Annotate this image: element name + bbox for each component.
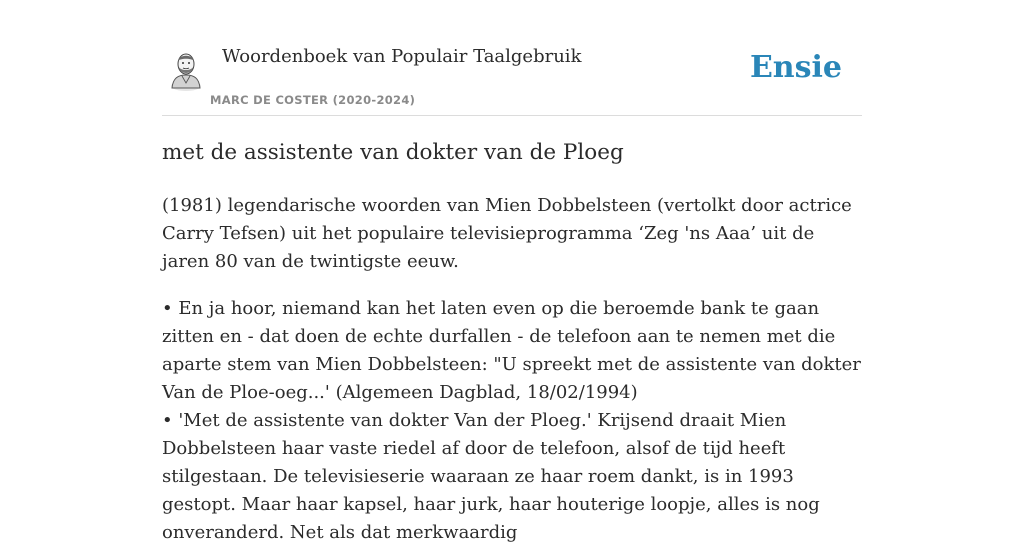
ensie-logo[interactable]: Ensie xyxy=(749,50,842,85)
entry-definition: (1981) legendarische woorden van Mien Dobbelsteen (vertolkt door actrice Carry Tefsen) uit het populaire televisieprogramma ‘Zeg 'ns Aaa’ uit de jaren 80 van de twintigste eeuw. xyxy=(162,195,852,272)
dictionary-header xyxy=(162,30,862,116)
entry-quotes xyxy=(162,295,862,547)
author-name[interactable]: MARC DE COSTER (2020-2024) xyxy=(210,93,416,107)
quote-item: • 'Met de assistente van dokter Van der Ploeg.' Krijsend draait Mien Dobbelsteen haar vaste riedel af door de telefoon, alsof de tijd heeft stilgestaan. De televisieserie waaraan ze haar roem dankt, is in 1993 gestopt. Maar haar kapsel, haar jurk, haar houterige loopje, alles is nog onveranderd. Net als dat merkwaardig xyxy=(162,410,820,543)
author-portrait-icon[interactable] xyxy=(168,50,204,90)
dictionary-title-link[interactable]: Woordenboek van Populair Taalgebruik xyxy=(222,46,582,67)
quote-item: • En ja hoor, niemand kan het laten even op die beroemde bank te gaan zitten en - dat doen de echte durfallen - de telefoon aan te nemen met die aparte stem van Mien Dobbelsteen: "U spreekt met de assistente van dokter Van de Ploe-oeg...' (Algemeen Dagblad, 18/02/1994) xyxy=(162,298,861,403)
entry-title: met de assistente van dokter van de Ploeg xyxy=(162,140,624,165)
